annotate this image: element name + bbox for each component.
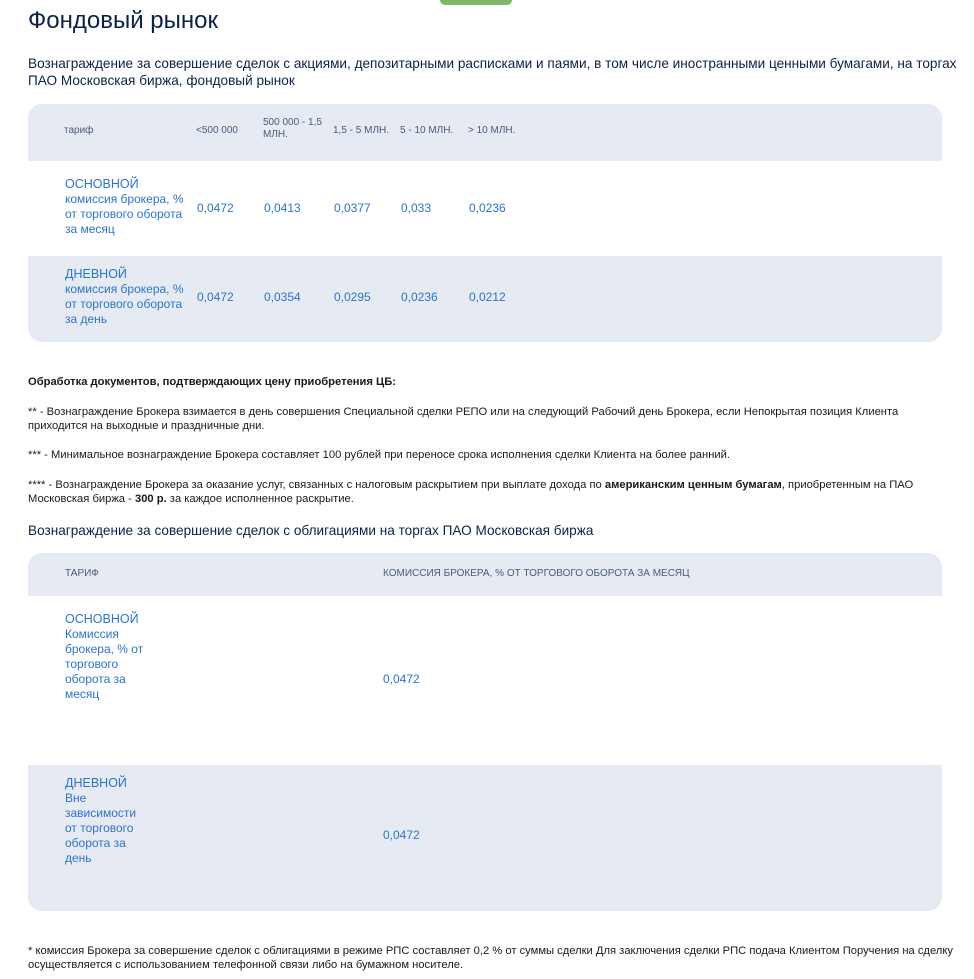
stocks-subtitle: Вознаграждение за совершение сделок с акциями, депозитарными расписками и паями, в том числе иностранными ценными бумагами, на торгах ПАО Московская биржа, фондовый рынок: [28, 56, 957, 88]
cell-value: 0,0377: [334, 201, 371, 215]
cell-value: 0,0472: [383, 828, 420, 842]
decorative-graphic: [440, 0, 512, 5]
header-500k-1-5m: 500 000 - 1,5 МЛН.: [263, 117, 322, 140]
cell-value: 0,0413: [264, 201, 301, 215]
cell-value: 0,0236: [401, 290, 438, 304]
table-header: [28, 553, 942, 596]
cell-value: 0,0212: [469, 290, 506, 304]
cell-value: 0,033: [401, 201, 432, 215]
cell-value: 0,0295: [334, 290, 371, 304]
cell-value: 0,0472: [197, 201, 234, 215]
row-label: [65, 612, 145, 702]
tariff-name: ДНЕВНОЙ: [65, 776, 127, 790]
table-row: [28, 596, 942, 765]
page-title: Фондовый рынок: [28, 7, 218, 34]
footnote-rps: * комиссия Брокера за совершение сделок с облигациями в режиме РПС составляет 0,2 % от суммы сделки Для заключения сделки РПС подача Клиентом Поручения на сделку осуществляется с использованием телефонной связи либо на бумажном носителе.: [28, 945, 953, 971]
cell-value: 0,0472: [383, 672, 420, 686]
notes-heading: Обработка документов, подтверждающих цену приобретения ЦБ:: [28, 376, 397, 388]
tariff-description: комиссия брокера, % от торгового оборота за день: [65, 282, 184, 326]
row-label: [65, 267, 193, 327]
cell-value: 0,0472: [197, 290, 234, 304]
row-label: [65, 177, 193, 237]
cell-value: 0,0236: [469, 201, 506, 215]
note-tax-disclosure: **** - Вознаграждение Брокера за оказание услуг, связанных с налоговым раскрытием при выплате дохода по американским ценным бумагам, приобретенным на ПАО Московская биржа - 300 р. за каждое исполненное раскрытие.: [28, 479, 914, 505]
tariff-name: ОСНОВНОЙ: [65, 177, 139, 191]
note-minimum-fee: *** - Минимальное вознаграждение Брокера составляет 100 рублей при переносе срока исполнения сделки Клиента на более ранний.: [28, 449, 730, 461]
stocks-tariff-table: [28, 104, 942, 342]
tariff-description: Комиссия брокера, % от торгового оборота за месяц: [65, 627, 144, 701]
header-lt-500k: <500 000: [196, 125, 238, 136]
tariff-description: комиссия брокера, % от торгового оборота за месяц: [65, 192, 184, 236]
header-commission: КОМИССИЯ БРОКЕРА, % ОТ ТОРГОВОГО ОБОРОТА ЗА МЕСЯЦ: [383, 568, 690, 579]
table-row: [28, 161, 942, 256]
note-repo: ** - Вознаграждение Брокера взимается в день совершения Специальной сделки РЕПО или на следующий Рабочий день Брокера, если Непокрытая позиция Клиента приходится на выходные и праздничные дни.: [28, 406, 899, 432]
cell-value: 0,0354: [264, 290, 301, 304]
header-gt-10m: > 10 МЛН.: [468, 125, 516, 136]
table-header: [28, 104, 942, 161]
header-5-10m: 5 - 10 МЛН.: [400, 125, 454, 136]
header-tariff: тариф: [64, 125, 94, 136]
tariff-name: ДНЕВНОЙ: [65, 267, 127, 281]
row-label: [65, 776, 145, 866]
bonds-subtitle: Вознаграждение за совершение сделок с облигациями на торгах ПАО Московская биржа: [28, 523, 594, 538]
tariff-name: ОСНОВНОЙ: [65, 612, 139, 626]
table-row: [28, 256, 942, 342]
tariff-description: Вне зависимости от торгового оборота за день: [65, 791, 137, 865]
header-tariff: ТАРИФ: [65, 568, 99, 579]
table-row: [28, 765, 942, 911]
bonds-tariff-table: [28, 553, 942, 911]
header-1-5-5m: 1,5 - 5 МЛН.: [333, 125, 390, 136]
